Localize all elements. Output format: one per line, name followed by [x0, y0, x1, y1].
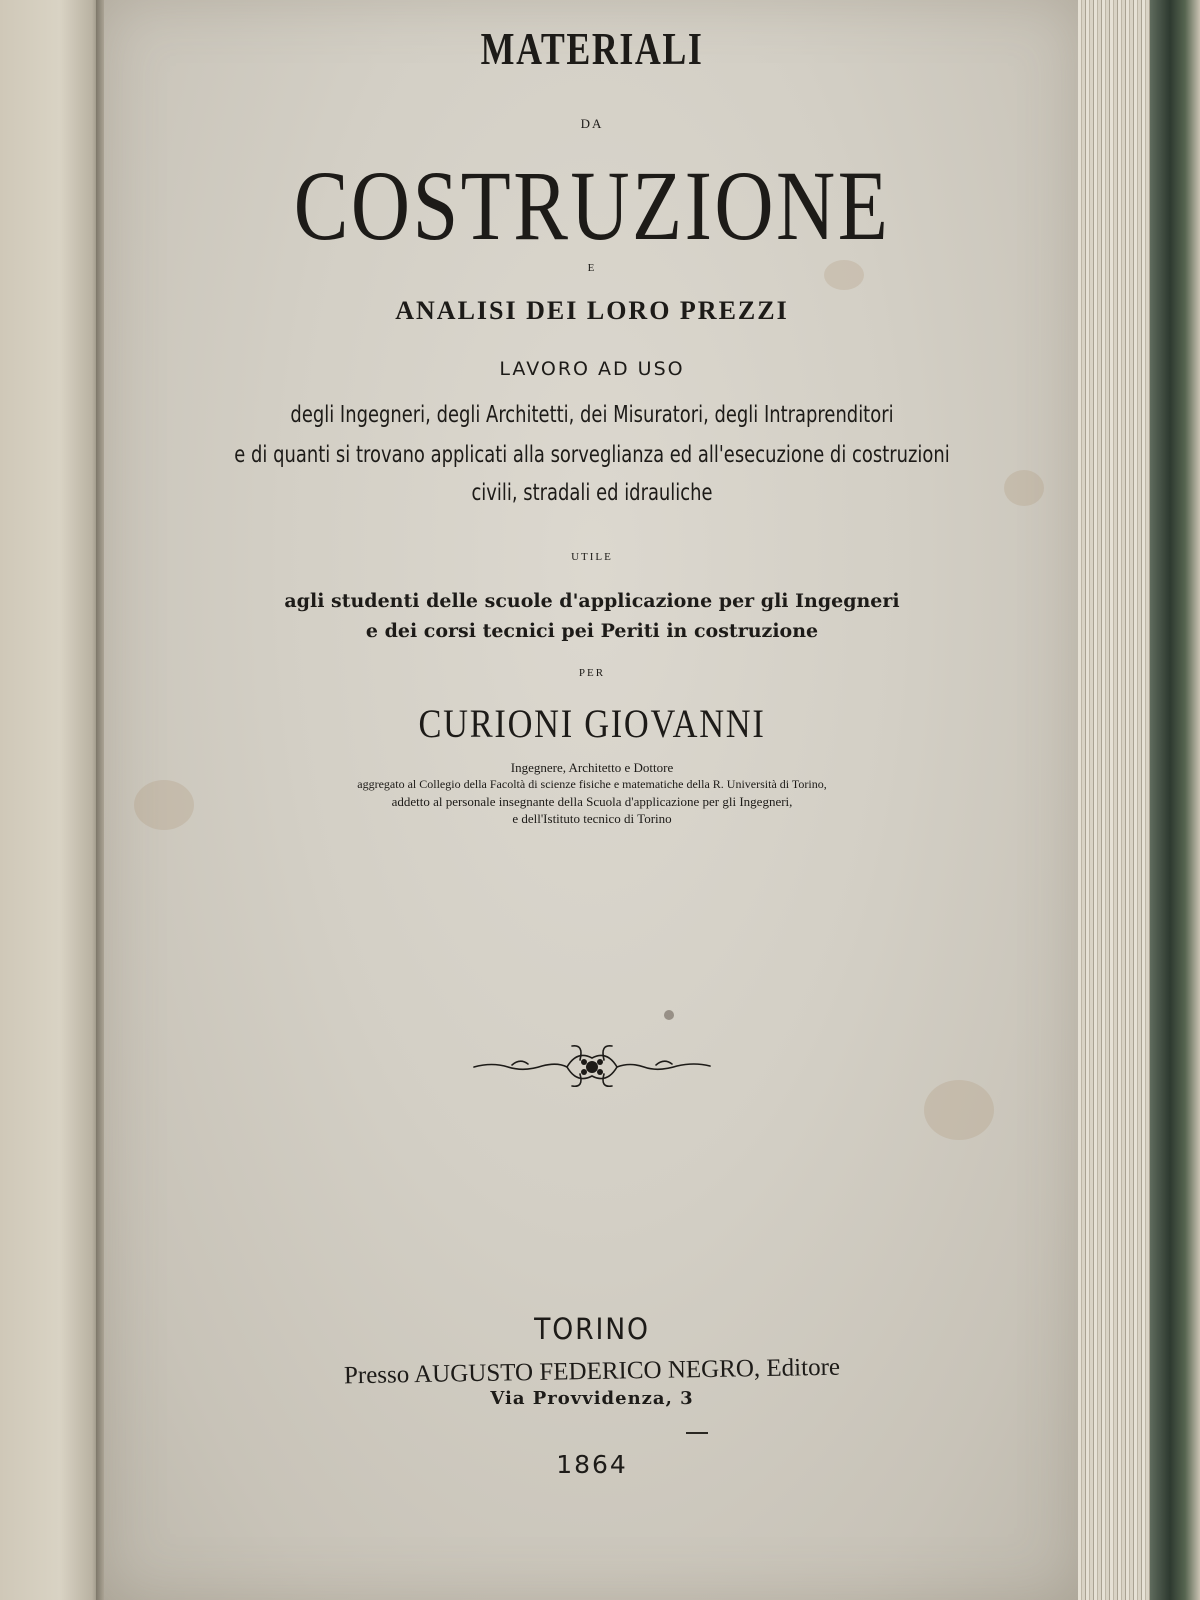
title-connector-e: E [587, 262, 597, 274]
per-label: PER [578, 667, 606, 679]
subtitle: ANALISI DEI LORO PREZZI [395, 296, 789, 325]
title-line-costruzione: COSTRUZIONE [293, 150, 891, 261]
publisher-line: Presso AUGUSTO FEDERICO NEGRO, Editore [343, 1353, 841, 1390]
utile-label: UTILE [571, 551, 613, 563]
facing-page [0, 0, 100, 1600]
author-credential: Ingegnere, Architetto e Dottore [510, 760, 674, 775]
title-connector-da: DA [580, 116, 604, 131]
publication-year: 1864 [556, 1450, 628, 1479]
publisher-address: Via Provvidenza, 3 [490, 1388, 694, 1409]
audience-line: degli Ingegneri, degli Architetti, dei Misuratori, degli Intraprenditori [290, 402, 894, 428]
author-credential: addetto al personale insegnante della Scuola d'applicazione per gli Ingegneri, [391, 794, 793, 809]
students-line: e dei corsi tecnici pei Periti in costruzione [365, 620, 819, 642]
students-line: agli studenti delle scuole d'applicazione per gli Ingegneri [284, 590, 900, 612]
audience-line: civili, stradali ed idrauliche [471, 480, 713, 506]
title-line-materiali: MATERIALI [480, 23, 704, 74]
page-block-edges [1078, 0, 1150, 1600]
floral-vignette-icon [472, 1040, 712, 1090]
publication-city: TORINO [534, 1312, 650, 1346]
audience-line: e di quanti si trovano applicati alla sorveglianza ed all'esecuzione di costruzioni [234, 442, 950, 468]
author-credential: e dell'Istituto tecnico di Torino [512, 811, 672, 826]
title-page-content [104, 0, 1080, 1600]
author-name: CURIONI GIOVANNI [418, 701, 766, 746]
divider-rule [686, 1432, 708, 1434]
marbled-cover-edge [1150, 0, 1200, 1600]
author-credential: aggregato al Collegio della Facoltà di scienze fisiche e matematiche della R. Università di Torino, [357, 777, 827, 791]
work-line: LAVORO AD USO [499, 358, 685, 380]
